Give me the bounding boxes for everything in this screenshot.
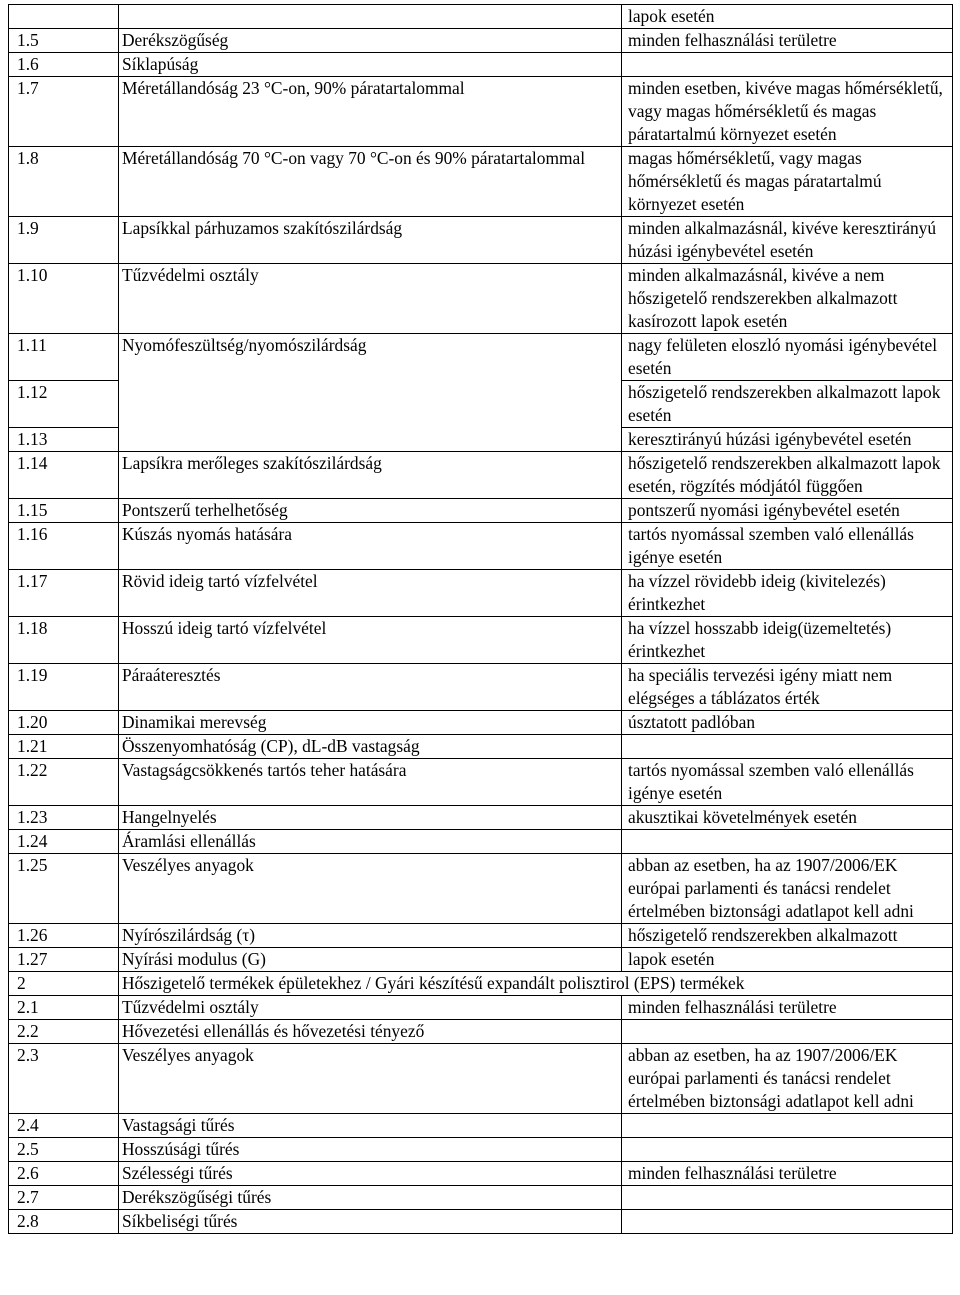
row-number: 1.16 [9, 523, 119, 570]
property-name: Pontszerű terhelhetőség [119, 499, 622, 523]
property-name: Áramlási ellenállás [119, 830, 622, 854]
row-number: 1.8 [9, 147, 119, 217]
row-number: 1.22 [9, 759, 119, 806]
table-row [9, 1044, 953, 1114]
application-condition: hőszigetelő rendszerekben alkalmazott lapok esetén [622, 381, 953, 428]
table-row [9, 1114, 953, 1138]
application-condition: minden felhasználási területre [622, 29, 953, 53]
row-number: 2.1 [9, 996, 119, 1020]
table-row [9, 147, 953, 217]
table-row [9, 1186, 953, 1210]
table-row [9, 452, 953, 499]
application-condition: ha vízzel rövidebb ideig (kivitelezés) érintkezhet [622, 570, 953, 617]
requirements-table [8, 4, 953, 1234]
row-number: 1.21 [9, 735, 119, 759]
property-name: Nyírószilárdság (τ) [119, 924, 622, 948]
row-number: 1.6 [9, 53, 119, 77]
property-name: Nyírási modulus (G) [119, 948, 622, 972]
table-row [9, 77, 953, 147]
row-number: 1.27 [9, 948, 119, 972]
row-number: 1.5 [9, 29, 119, 53]
application-condition: minden alkalmazásnál, kivéve a nem hőszigetelő rendszerekben alkalmazott kasírozott lapok esetén [622, 264, 953, 334]
row-number: 1.24 [9, 830, 119, 854]
table-row [9, 996, 953, 1020]
application-condition: minden alkalmazásnál, kivéve keresztirányú húzási igénybevétel esetén [622, 217, 953, 264]
application-condition [622, 830, 953, 854]
application-condition: úsztatott padlóban [622, 711, 953, 735]
table-row [9, 1210, 953, 1234]
table-row [9, 1162, 953, 1186]
property-name: Méretállandóság 70 °C-on vagy 70 °C-on és 90% páratartalommal [119, 147, 622, 217]
table-row [9, 217, 953, 264]
property-name: Síklapúság [119, 53, 622, 77]
property-name: Derékszögűség [119, 29, 622, 53]
application-condition: lapok esetén [622, 5, 953, 29]
application-condition: keresztirányú húzási igénybevétel esetén [622, 428, 953, 452]
property-name: Lapsíkra merőleges szakítószilárdság [119, 452, 622, 499]
row-number: 1.25 [9, 854, 119, 924]
application-condition [622, 735, 953, 759]
row-number: 1.20 [9, 711, 119, 735]
table-row [9, 711, 953, 735]
application-condition [622, 1114, 953, 1138]
application-condition: lapok esetén [622, 948, 953, 972]
table-row [9, 854, 953, 924]
application-condition: hőszigetelő rendszerekben alkalmazott [622, 924, 953, 948]
row-number: 1.26 [9, 924, 119, 948]
section-number: 2 [9, 972, 119, 996]
property-name: Síkbeliségi tűrés [119, 1210, 622, 1234]
table-row [9, 664, 953, 711]
row-number: 2.5 [9, 1138, 119, 1162]
property-name: Nyomófeszültség/nyomószilárdság [119, 334, 622, 452]
application-condition: tartós nyomással szemben való ellenállás igénye esetén [622, 523, 953, 570]
table-row [9, 53, 953, 77]
row-number: 1.10 [9, 264, 119, 334]
row-number: 2.4 [9, 1114, 119, 1138]
property-name: Rövid ideig tartó vízfelvétel [119, 570, 622, 617]
row-number: 1.12 [9, 381, 119, 428]
table-row [9, 806, 953, 830]
application-condition: nagy felületen eloszló nyomási igénybevétel esetén [622, 334, 953, 381]
application-condition: hőszigetelő rendszerekben alkalmazott lapok esetén, rögzítés módjától függően [622, 452, 953, 499]
table-row [9, 499, 953, 523]
property-name: Veszélyes anyagok [119, 1044, 622, 1114]
row-number: 1.19 [9, 664, 119, 711]
row-number [9, 5, 119, 29]
property-name: Kúszás nyomás hatására [119, 523, 622, 570]
table-row [9, 523, 953, 570]
application-condition: akusztikai követelmények esetén [622, 806, 953, 830]
row-number: 1.13 [9, 428, 119, 452]
property-name: Hosszú ideig tartó vízfelvétel [119, 617, 622, 664]
application-condition: pontszerű nyomási igénybevétel esetén [622, 499, 953, 523]
application-condition: abban az esetben, ha az 1907/2006/EK európai parlamenti és tanácsi rendelet értelmében biztonsági adatlapot kell adni [622, 1044, 953, 1114]
table-row [9, 5, 953, 29]
row-number: 1.17 [9, 570, 119, 617]
table-row [9, 1020, 953, 1044]
row-number: 2.3 [9, 1044, 119, 1114]
property-name: Vastagsági tűrés [119, 1114, 622, 1138]
row-number: 1.23 [9, 806, 119, 830]
row-number: 2.6 [9, 1162, 119, 1186]
section-header-row [9, 972, 953, 996]
property-name [119, 5, 622, 29]
application-condition: tartós nyomással szemben való ellenállás igénye esetén [622, 759, 953, 806]
table-row [9, 1138, 953, 1162]
property-name: Szélességi tűrés [119, 1162, 622, 1186]
application-condition: magas hőmérsékletű, vagy magas hőmérsékletű és magas páratartalmú környezet esetén [622, 147, 953, 217]
table-row [9, 264, 953, 334]
property-name: Méretállandóság 23 °C-on, 90% páratartalommal [119, 77, 622, 147]
table-row [9, 948, 953, 972]
application-condition [622, 1020, 953, 1044]
row-number: 1.9 [9, 217, 119, 264]
row-number: 2.2 [9, 1020, 119, 1044]
property-name: Összenyomhatóság (CP), dL-dB vastagság [119, 735, 622, 759]
application-condition: ha speciális tervezési igény miatt nem elégséges a táblázatos érték [622, 664, 953, 711]
application-condition: minden esetben, kivéve magas hőmérsékletű, vagy magas hőmérsékletű és magas páratartalmú környezet esetén [622, 77, 953, 147]
table-row [9, 29, 953, 53]
property-name: Tűzvédelmi osztály [119, 996, 622, 1020]
table-row [9, 735, 953, 759]
application-condition [622, 53, 953, 77]
application-condition: abban az esetben, ha az 1907/2006/EK európai parlamenti és tanácsi rendelet értelmében biztonsági adatlapot kell adni [622, 854, 953, 924]
table-row [9, 334, 953, 381]
property-name: Hővezetési ellenállás és hővezetési tényező [119, 1020, 622, 1044]
property-name: Veszélyes anyagok [119, 854, 622, 924]
row-number: 1.11 [9, 334, 119, 381]
section-title: Hőszigetelő termékek épületekhez / Gyári készítésű expandált polisztirol (EPS) termékek [119, 972, 953, 996]
table-row [9, 617, 953, 664]
table-row [9, 570, 953, 617]
row-number: 1.15 [9, 499, 119, 523]
property-name: Derékszögűségi tűrés [119, 1186, 622, 1210]
application-condition [622, 1138, 953, 1162]
property-name: Lapsíkkal párhuzamos szakítószilárdság [119, 217, 622, 264]
application-condition: minden felhasználási területre [622, 1162, 953, 1186]
property-name: Hangelnyelés [119, 806, 622, 830]
application-condition: ha vízzel hosszabb ideig(üzemeltetés) érintkezhet [622, 617, 953, 664]
property-name: Dinamikai merevség [119, 711, 622, 735]
property-name: Tűzvédelmi osztály [119, 264, 622, 334]
application-condition [622, 1186, 953, 1210]
property-name: Páraáteresztés [119, 664, 622, 711]
table-row [9, 924, 953, 948]
application-condition: minden felhasználási területre [622, 996, 953, 1020]
row-number: 1.18 [9, 617, 119, 664]
row-number: 2.7 [9, 1186, 119, 1210]
table-row [9, 830, 953, 854]
row-number: 1.7 [9, 77, 119, 147]
property-name: Vastagságcsökkenés tartós teher hatására [119, 759, 622, 806]
row-number: 2.8 [9, 1210, 119, 1234]
property-name: Hosszúsági tűrés [119, 1138, 622, 1162]
row-number: 1.14 [9, 452, 119, 499]
table-row [9, 759, 953, 806]
application-condition [622, 1210, 953, 1234]
